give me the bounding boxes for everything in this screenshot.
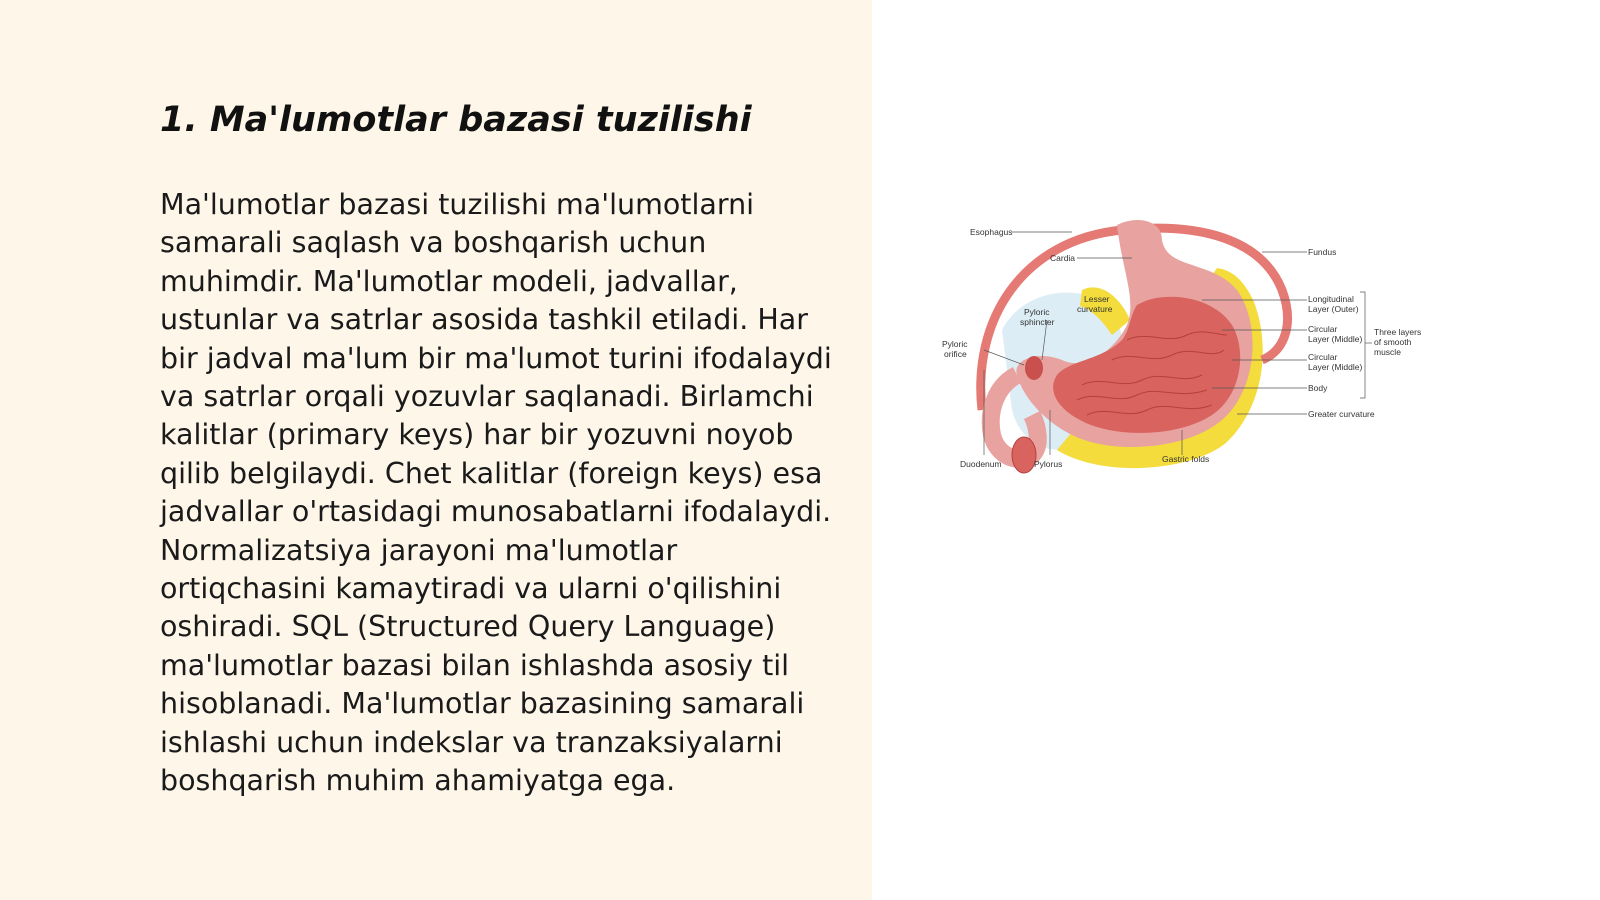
label-fundus: Fundus (1308, 247, 1337, 257)
duodenum-opening (1012, 437, 1036, 473)
label-three-layers-1: Three layers (1374, 327, 1422, 337)
label-cardia: Cardia (1050, 253, 1076, 263)
label-greater-curvature: Greater curvature (1308, 409, 1375, 419)
slide-body-text: Ma'lumotlar bazasi tuzilishi ma'lumotlarni samarali saqlash va boshqarish uchun muhimdir. Ma'lumotlar modeli, jadvallar, ustunlar va satrlar asosida tashkil etiladi. Har bir jadval ma'lum bir ma'lumot turini ifodalaydi va satrlar orqali yozuvlar saqlanadi. Birlamchi kalitlar (primary keys) har bir yozuvni noyob qilib belgilaydi. Chet kalitlar (foreign keys) esa jadvallar o'rtasidagi munosabatlarni ifodalaydi. Normalizatsiya jarayoni ma'lumotlar ortiqchasini kamaytiradi va ularni o'qilishini oshiradi. SQL (Structured Query Language) ma'lumotlar bazasi bilan ishlashda asosiy til hisoblanadi. Ma'lumotlar bazasining samarali ishlashi uchun indekslar va tranzaksiyalarni boshqarish muhim ahamiyatga ega. (160, 188, 832, 798)
label-pyloric-orifice-2: orifice (944, 349, 967, 359)
label-esophagus: Esophagus (970, 227, 1013, 237)
label-longitudinal-2: Layer (Outer) (1308, 304, 1359, 314)
slide-title: 1. Ma'lumotlar bazasi tuzilishi (160, 100, 752, 140)
pyloric-sphincter (1025, 356, 1043, 380)
label-circular-b-2: Layer (Middle) (1308, 362, 1363, 372)
label-three-layers-3: muscle (1374, 347, 1401, 357)
label-three-layers-2: of smooth (1374, 337, 1412, 347)
label-gastric-folds: Gastric folds (1162, 454, 1210, 464)
label-pyloric-orifice-1: Pyloric (942, 339, 968, 349)
label-circular-b-1: Circular (1308, 352, 1338, 362)
label-lesser-curvature-1: Lesser (1084, 294, 1110, 304)
label-circular-2: Layer (Middle) (1308, 334, 1363, 344)
label-lesser-curvature-2: curvature (1077, 304, 1113, 314)
label-pylorus: Pylorus (1034, 459, 1063, 469)
stomach-anatomy-illustration (942, 210, 1452, 485)
label-body: Body (1308, 383, 1328, 393)
label-longitudinal-1: Longitudinal (1308, 294, 1354, 304)
label-pyloric-sphincter-1: Pyloric (1024, 307, 1050, 317)
label-duodenum: Duodenum (960, 459, 1002, 469)
label-circular-1: Circular (1308, 324, 1338, 334)
label-pyloric-sphincter-2: sphincter (1020, 317, 1055, 327)
